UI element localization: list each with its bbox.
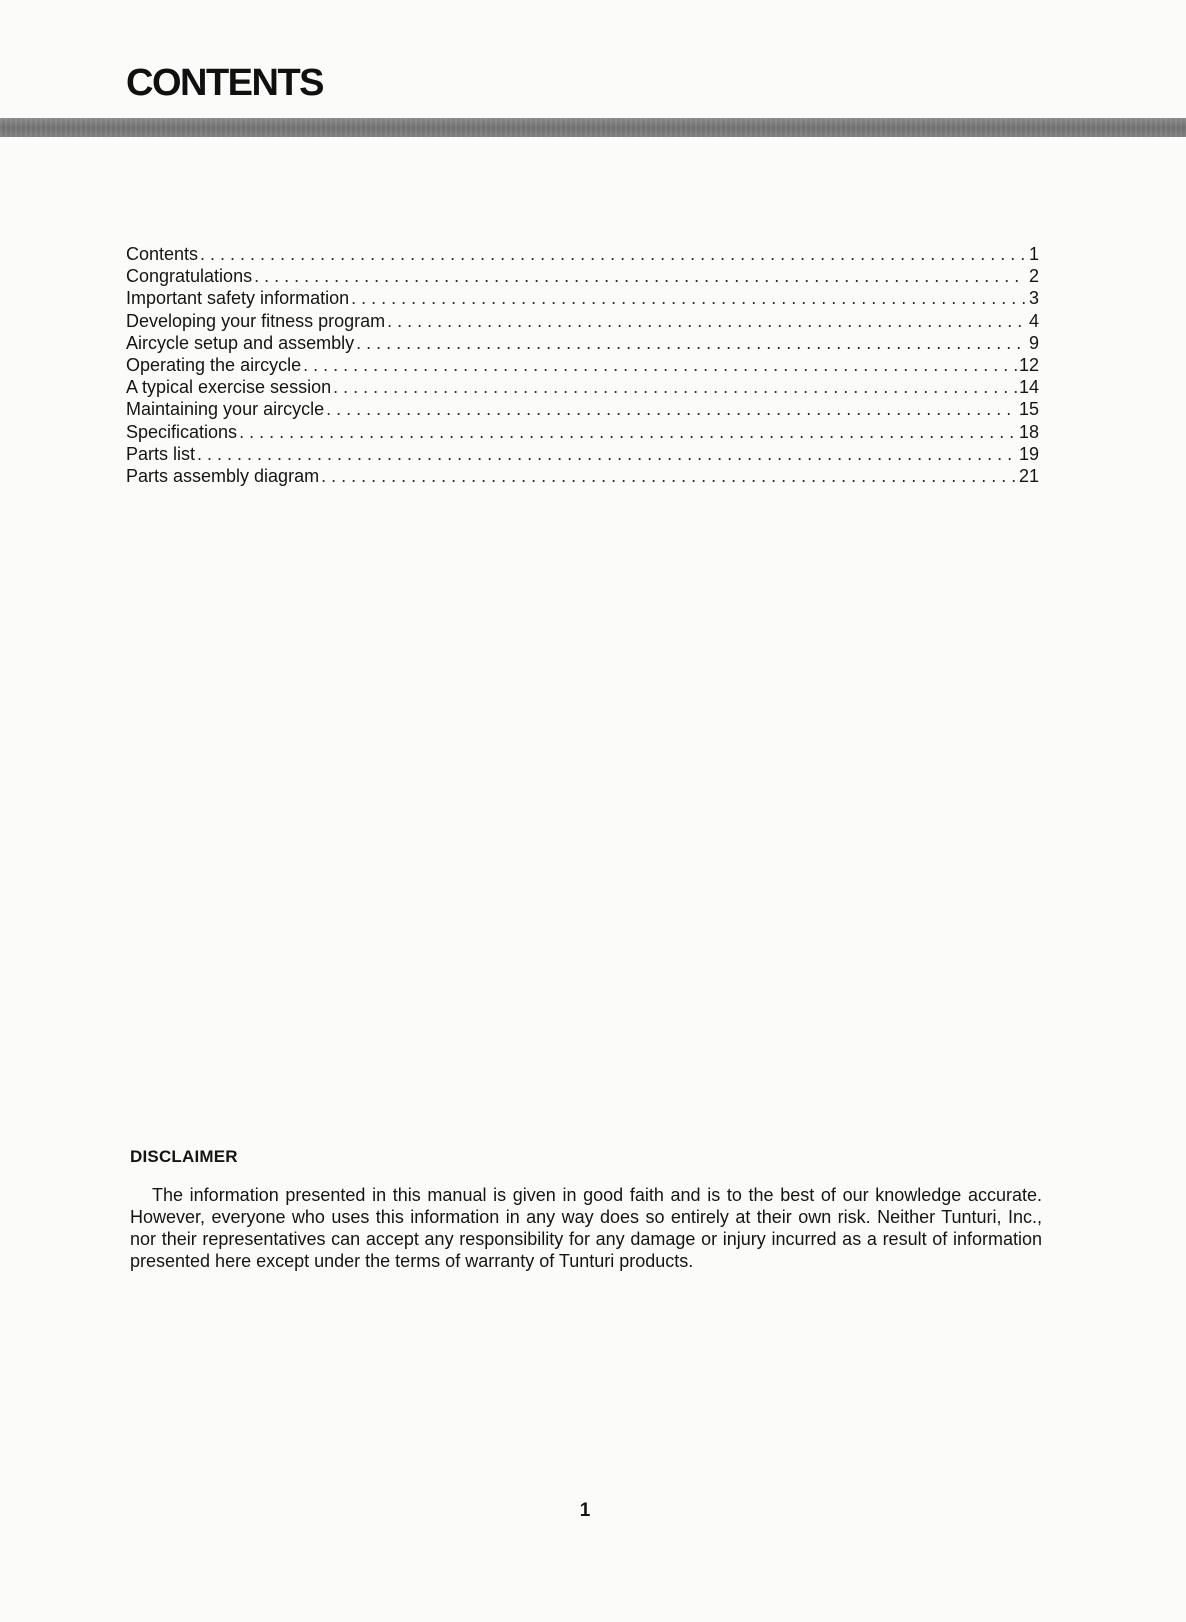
toc-entry[interactable]: [126, 287, 1039, 309]
toc-entry[interactable]: [126, 265, 1039, 287]
toc-dot-leader: [333, 376, 1017, 398]
toc-entry-page: 21: [1018, 465, 1039, 486]
toc-dot-leader: [303, 354, 1017, 376]
disclaimer-text: The information presented in this manual is given in good faith and is to the best of our knowledge accurate. However, everyone who uses this information in any way does so entirely at their own risk. Neither Tunturi, Inc., nor their representatives can accept any responsibility for any damage or injury incurred as a result of information presented here except under the terms of warranty of Tunturi products.: [130, 1185, 1042, 1271]
toc-entry-title: Parts assembly diagram: [126, 465, 320, 486]
toc-entry-page: 4: [1028, 310, 1039, 331]
toc-entry-title: Operating the aircycle: [126, 354, 302, 375]
toc-entry[interactable]: [126, 465, 1039, 487]
table-of-contents: [126, 243, 1039, 487]
toc-entry[interactable]: [126, 376, 1039, 398]
page-title: CONTENTS: [126, 62, 323, 104]
toc-dot-leader: [321, 465, 1017, 487]
toc-entry-page: 19: [1018, 443, 1039, 464]
toc-entry[interactable]: [126, 243, 1039, 265]
toc-entry-title: Contents: [126, 244, 199, 264]
toc-entry-page: 2: [1028, 266, 1039, 287]
toc-dot-leader: [254, 265, 1025, 287]
toc-entry[interactable]: [126, 310, 1039, 332]
toc-entry-page: 14: [1018, 377, 1039, 398]
page-number: 1: [579, 1500, 591, 1521]
toc-entry-page: 9: [1028, 332, 1039, 353]
toc-entry-page: 3: [1028, 288, 1039, 309]
toc-entry-page: 1: [1028, 244, 1039, 264]
toc-entry-title: Parts list: [126, 443, 196, 464]
toc-dot-leader: [197, 443, 1017, 465]
toc-entry-title: Developing your fitness program: [126, 310, 386, 331]
toc-entry-title: Aircycle setup and assembly: [126, 332, 355, 353]
toc-entry[interactable]: [126, 421, 1039, 443]
toc-entry-title: Maintaining your aircycle: [126, 399, 325, 420]
toc-dot-leader: [387, 310, 1025, 332]
toc-dot-leader: [200, 243, 1025, 265]
toc-dot-leader: [351, 287, 1025, 309]
toc-entry-title: Congratulations: [126, 266, 253, 287]
toc-entry[interactable]: [126, 332, 1039, 354]
title-rule: [0, 118, 1186, 137]
toc-entry[interactable]: [126, 443, 1039, 465]
toc-entry-title: Important safety information: [126, 288, 350, 309]
toc-entry-title: A typical exercise session: [126, 377, 332, 398]
toc-entry[interactable]: [126, 398, 1039, 420]
toc-entry-page: 18: [1018, 421, 1039, 442]
toc-dot-leader: [326, 398, 1017, 420]
toc-entry-page: 12: [1018, 354, 1039, 375]
toc-dot-leader: [239, 421, 1017, 443]
toc-dot-leader: [356, 332, 1025, 354]
toc-entry[interactable]: [126, 354, 1039, 376]
toc-entry-page: 15: [1018, 399, 1039, 420]
toc-entry-title: Specifications: [126, 421, 238, 442]
disclaimer-heading: DISCLAIMER: [130, 1147, 238, 1166]
